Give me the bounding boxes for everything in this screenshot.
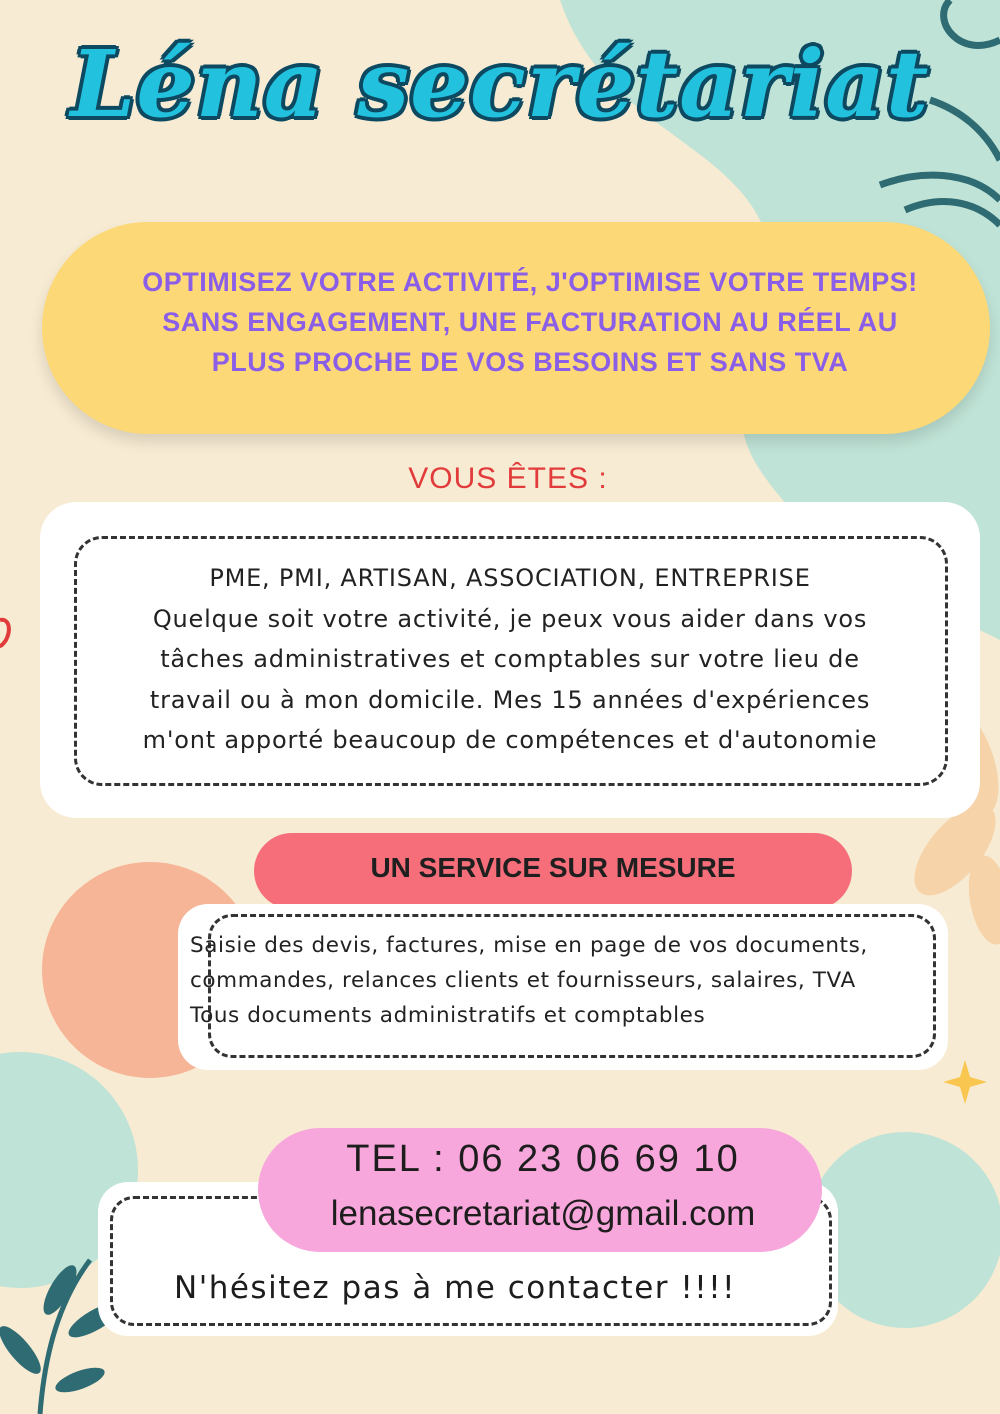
service-text (190, 928, 930, 1033)
tagline-line: OPTIMISEZ VOTRE ACTIVITÉ, J'OPTIMISE VOTRE TEMPS! (142, 267, 918, 297)
phone-number: TEL : 06 23 06 69 10 (346, 1138, 740, 1180)
audience-line: travail ou à mon domicile. Mes 15 années d'expériences (149, 685, 871, 714)
service-line: Saisie des devis, factures, mise en page de vos documents, (190, 933, 868, 958)
tagline-line: SANS ENGAGEMENT, UNE FACTURATION AU RÉEL AU (162, 307, 898, 337)
tagline-line: PLUS PROCHE DE VOS BESOINS ET SANS TVA (211, 347, 849, 377)
tagline-text (70, 262, 990, 382)
audience-line: Quelque soit votre activité, je peux vous aider dans vos (152, 604, 868, 633)
service-line: commandes, relances clients et fournisseurs, salaires, TVA (190, 968, 856, 993)
service-heading: UN SERVICE SUR MESURE (370, 852, 736, 883)
red-edge-mark (0, 620, 9, 646)
email-address: lenasecretariat@gmail.com (330, 1194, 756, 1233)
audience-line: m'ont apporté beaucoup de compétences et d'autonomie (142, 726, 878, 754)
audience-line: PME, PMI, ARTISAN, ASSOCIATION, ENTREPRISE (209, 564, 811, 592)
audience-text (80, 558, 940, 761)
page-title: Léna secrétariat (70, 30, 930, 138)
contact-call-to-action: N'hésitez pas à me contacter !!!! (174, 1270, 737, 1306)
audience-heading: VOUS ÊTES : (408, 462, 608, 495)
audience-line: tâches administratives et comptables sur votre lieu de (160, 645, 860, 673)
service-line: Tous documents administratifs et comptables (190, 1003, 706, 1028)
